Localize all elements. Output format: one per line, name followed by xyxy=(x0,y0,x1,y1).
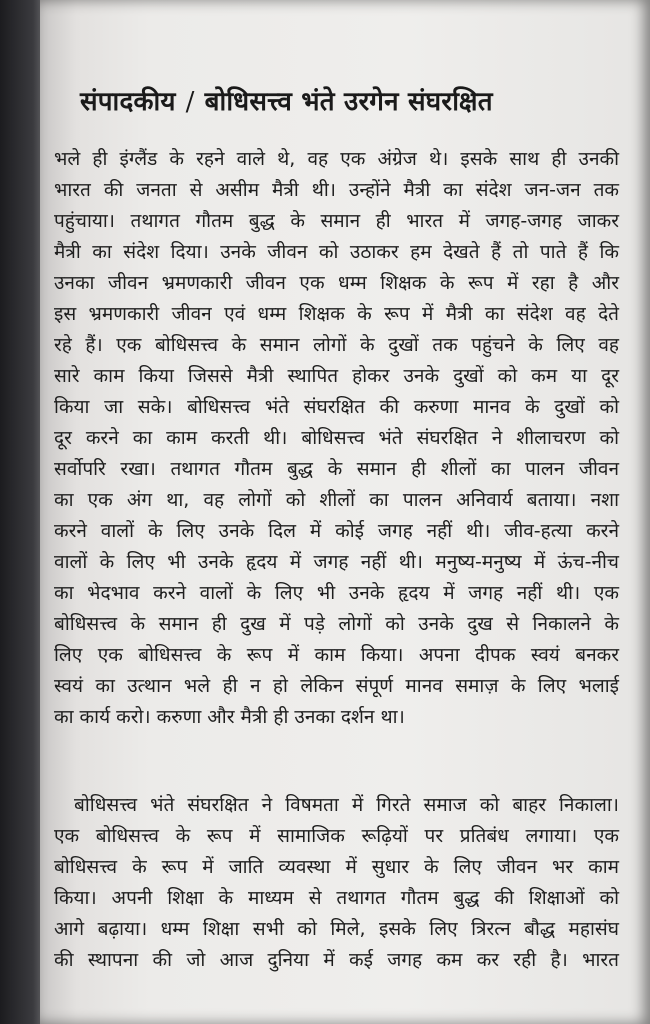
text-line: भले ही इंग्लैंड के रहने वाले थे, वह एक अंग्रेज थे। इसके साथ ही उनकी xyxy=(54,148,619,170)
text-line: वालों के लिए भी उनके हृदय में जगह नहीं थी। मनुष्य-मनुष्य में ऊंच-नीच xyxy=(54,551,619,573)
text-line: इस भ्रमणकारी जीवन एवं धम्म शिक्षक के रूप में मैत्री का संदेश वह देते xyxy=(54,303,619,325)
text-line: का एक अंग था, वह लोगों को शीलों का पालन अनिवार्य बताया। नशा xyxy=(54,489,619,511)
text-line: करने वालों के लिए उनके दिल में कोई जगह नहीं थी। जीव-हत्या करने xyxy=(54,520,619,542)
text-line: दूर करने का काम करती थी। बोधिसत्त्व भंते संघरक्षित ने शीलाचरण को xyxy=(54,427,619,449)
heading-title: बोधिसत्त्व भंते उरगेन संघरक्षित xyxy=(204,87,493,117)
text-line: मैत्री का संदेश दिया। उनके जीवन को उठाकर हम देखते हैं तो पाते हैं कि xyxy=(54,241,619,263)
text-line: स्वयं का उत्थान भले ही न हो लेकिन संपूर्ण मानव समाज़ के लिए भलाई xyxy=(54,675,619,697)
text-line: बोधिसत्त्व के समान ही दुख में पड़े लोगों को उनके दुख से निकालने के xyxy=(54,613,619,635)
text-line: किया जा सके। बोधिसत्त्व भंते संघरक्षित की करुणा मानव के दुखों को xyxy=(54,396,619,418)
editorial-heading xyxy=(80,82,620,118)
text-line: बोधिसत्त्व भंते संघरक्षित ने विषमता में गिरते समाज को बाहर निकाला। xyxy=(74,794,619,816)
text-line: उनका जीवन भ्रमणकारी जीवन एक धम्म शिक्षक के रूप में रहा है और xyxy=(54,272,619,294)
text-line: भारत की जनता से असीम मैत्री थी। उन्होंने मैत्री का संदेश जन-जन तक xyxy=(54,179,619,201)
text-line: बोधिसत्त्व के रूप में जाति व्यवस्था में सुधार के लिए जीवन भर काम xyxy=(54,856,619,878)
text-line: पहुंचाया। तथागत गौतम बुद्ध के समान ही भारत में जगह-जगह जाकर xyxy=(54,210,619,232)
text-line: सारे काम किया जिससे मैत्री स्थापित होकर उनके दुखों को कम या दूर xyxy=(54,365,619,387)
text-line: रहे हैं। एक बोधिसत्त्व के समान लोगों के दुखों तक पहुंचने के लिए वह xyxy=(54,334,619,356)
heading-section-label: संपादकीय xyxy=(80,87,176,117)
text-line: का भेदभाव करने वालों के लिए भी उनके हृदय में जगह नहीं थी। एक xyxy=(54,582,619,604)
text-line: आगे बढ़ाया। धम्म शिक्षा सभी को मिले, इसके लिए त्रिरत्न बौद्ध महासंघ xyxy=(54,918,619,940)
heading-separator: / xyxy=(185,87,195,117)
text-line: सर्वोपरि रखा। तथागत गौतम बुद्ध के समान ही शीलों का पालन जीवन xyxy=(54,458,619,480)
text-line: का कार्य करो। करुणा और मैत्री ही उनका दर्शन था। xyxy=(54,706,405,728)
paragraph-2 xyxy=(54,790,619,976)
text-line: किया। अपनी शिक्षा के माध्यम से तथागत गौतम बुद्ध की शिक्षाओं को xyxy=(54,887,619,909)
text-line: की स्थापना की जो आज दुनिया में कई जगह कम कर रही है। भारत xyxy=(54,949,619,971)
text-line: लिए एक बोधिसत्त्व के रूप में काम किया। अपना दीपक स्वयं बनकर xyxy=(54,644,619,666)
text-line: एक बोधिसत्त्व के रूप में सामाजिक रूढ़ियों पर प्रतिबंध लगाया। एक xyxy=(54,825,619,847)
paragraph-1 xyxy=(54,144,619,733)
